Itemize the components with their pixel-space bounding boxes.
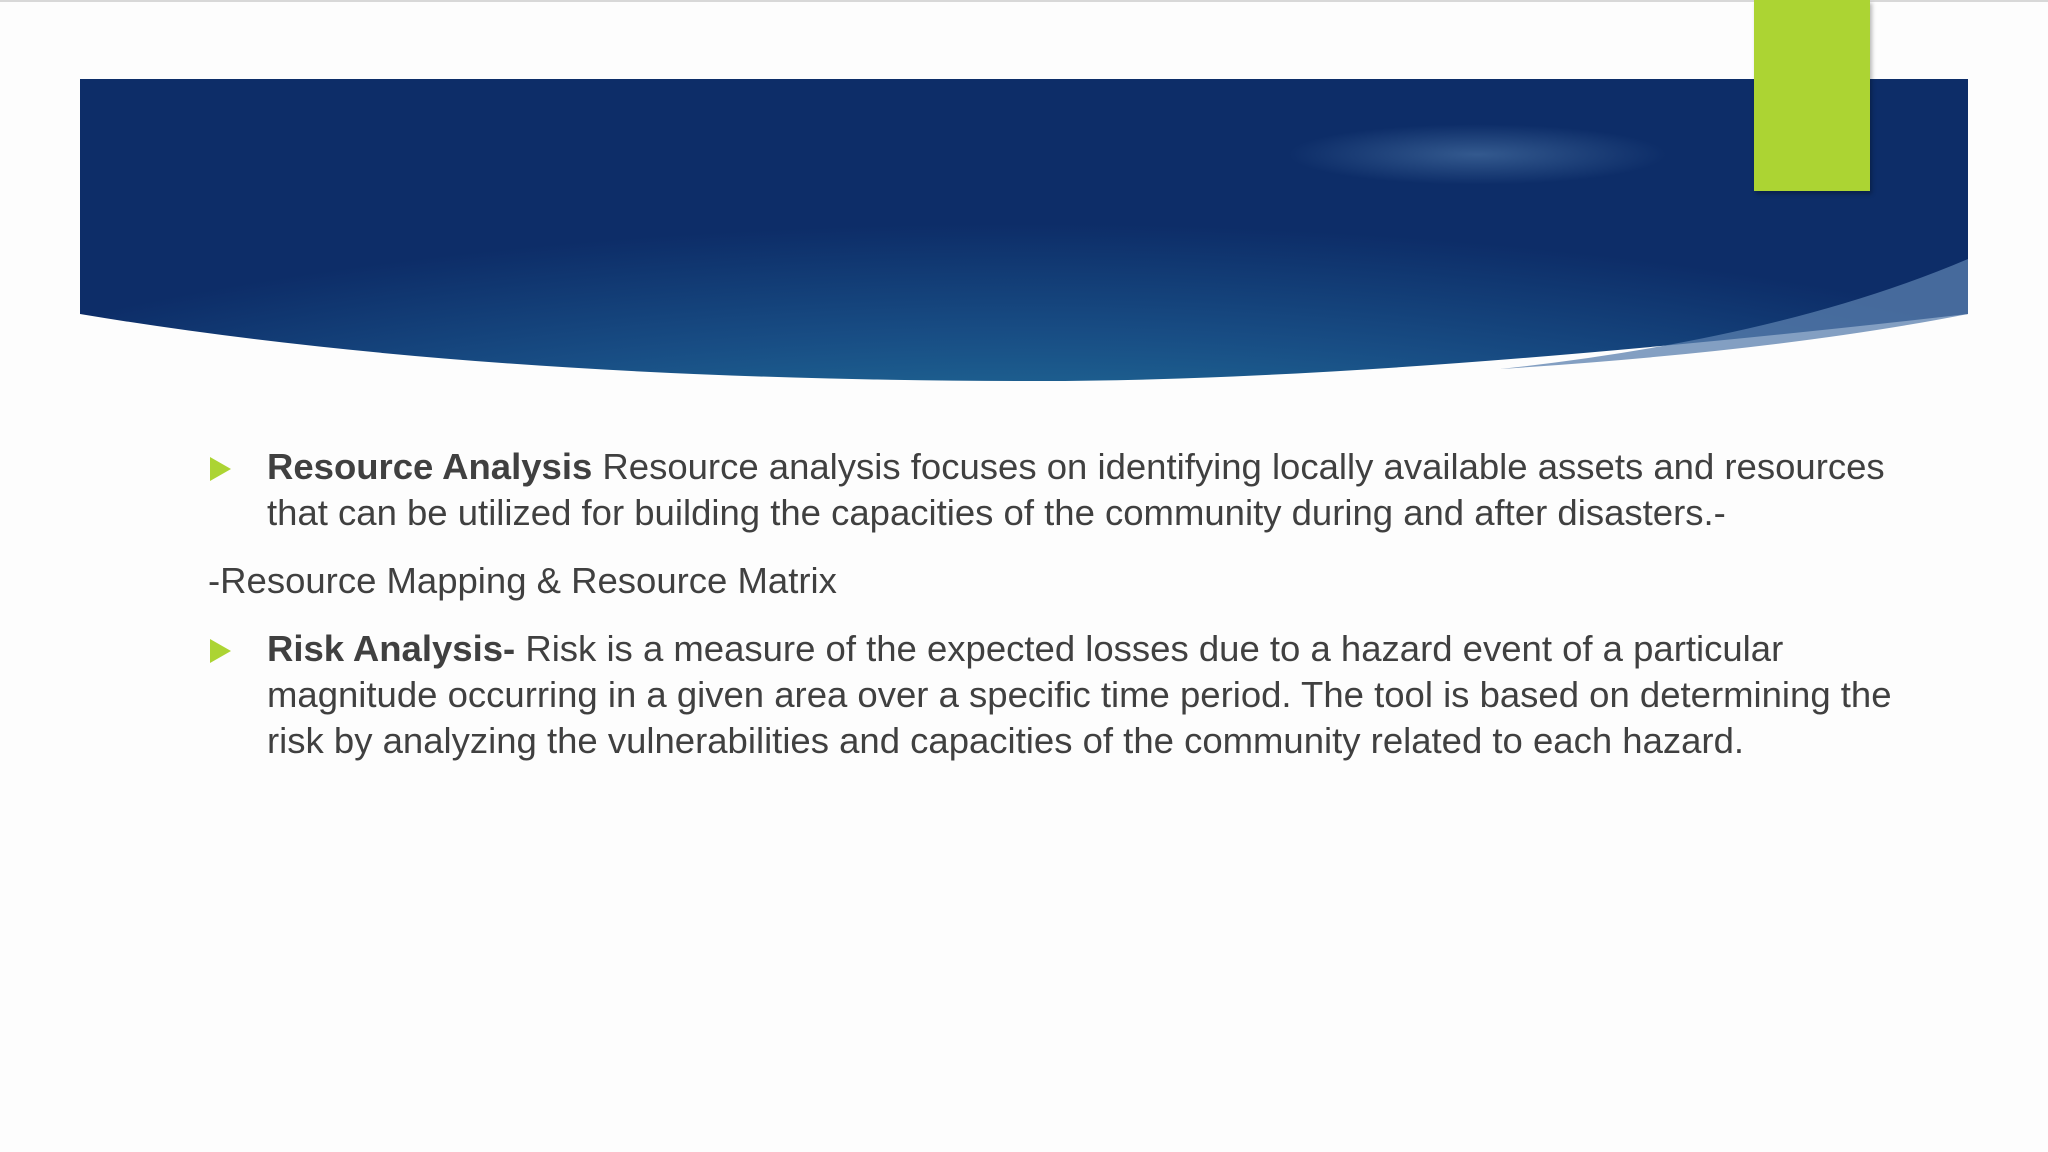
bullet-text: Resource analysis focuses on identifying locally available assets and resources that can be utilized for building the capacities of the community during and after disasters.- [267, 446, 1885, 533]
bullet-resource-analysis [208, 444, 1928, 536]
bullet-heading: Resource Analysis [267, 446, 593, 487]
header-banner [80, 79, 1968, 381]
accent-tab [1754, 0, 1870, 191]
slide-body [208, 444, 1928, 764]
triangle-bullet-icon [210, 457, 231, 481]
bullet-heading: Risk Analysis- [267, 628, 516, 669]
bullet-risk-analysis [208, 626, 1928, 764]
bullet-text: Risk is a measure of the expected losses due to a hazard event of a particular magnitude occurring in a given area over a specific time period. The tool is based on determining the risk by analyzing the vulnerabilities and capacities of the community related to each hazard. [267, 628, 1892, 761]
triangle-bullet-icon [210, 639, 231, 663]
resource-mapping-line: -Resource Mapping & Resource Matrix [208, 560, 837, 601]
top-divider [0, 0, 2048, 2]
